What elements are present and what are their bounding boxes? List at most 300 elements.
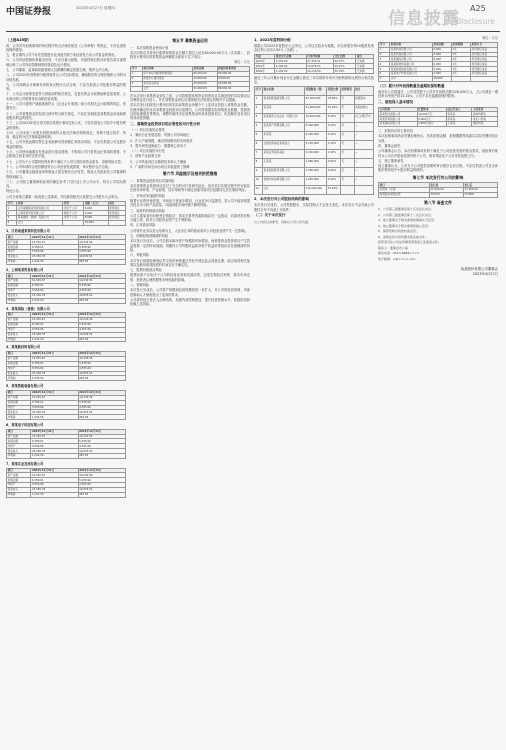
table-cell: 营业收入 bbox=[7, 410, 31, 415]
paragraph: 1、公司第三届董事会第十五次会议决议； bbox=[378, 207, 434, 212]
table-cell: 4,000 bbox=[432, 67, 451, 72]
table-cell: 营业收入 bbox=[7, 255, 31, 260]
table-cell: 资产总额 bbox=[7, 318, 31, 323]
table-header-cell: 注册资本 bbox=[417, 107, 446, 112]
masthead-rule bbox=[6, 31, 500, 32]
financial-table bbox=[6, 351, 126, 381]
section-heading: 第五节 募集资金运用 bbox=[172, 38, 208, 43]
table-cell: 控股股东 bbox=[354, 96, 373, 105]
table-cell: 12,345.67 bbox=[31, 356, 78, 361]
table-cell: 连带责任保证 bbox=[471, 57, 498, 62]
subsidiary-caption: 7、某某实业发展有限公司 bbox=[6, 462, 44, 467]
table-row bbox=[255, 177, 374, 186]
table-cell: 2,100,000 bbox=[305, 150, 327, 159]
table-cell: 全国社保基金某某组合 bbox=[263, 141, 305, 150]
paragraph: 1、顺应行业发展趋势，巩固公司市场地位 bbox=[130, 133, 190, 138]
table-row bbox=[131, 86, 250, 91]
table-cell: 1,234.56 bbox=[31, 337, 78, 342]
table-header-cell: 2022年12月31日 bbox=[31, 235, 78, 240]
table-cell: 负债总额 bbox=[7, 322, 31, 327]
paragraph: 公司主要原材料价格受宏观经济、供求关系等因素影响存在一定波动，若原材料价格大幅上涨，将对公司经营业绩产生不利影响。 bbox=[130, 213, 250, 223]
table-cell: 连带责任保证 bbox=[471, 62, 498, 67]
table-cell: 80,000.00 bbox=[217, 86, 250, 91]
paragraph: 十九、公司董事会换届选举的候选人提名程序合法有效，候选人具备担任公司董事的资格和能力。 bbox=[6, 170, 126, 179]
table-cell: 10.00% bbox=[327, 105, 341, 114]
table-cell: 5,000 bbox=[84, 206, 109, 211]
table-cell: 6 bbox=[255, 141, 263, 150]
column-3 bbox=[254, 36, 374, 744]
subsidiary-caption: 2、上海某某贸易有限公司 bbox=[6, 267, 44, 272]
table-cell: — bbox=[354, 123, 373, 132]
table-cell: 3 bbox=[7, 216, 17, 221]
table-cell: 8 bbox=[255, 159, 263, 168]
table-cell: 6,000 bbox=[432, 62, 451, 67]
section-subtitle: Disclosure bbox=[456, 17, 495, 26]
table-cell: 2020年 bbox=[255, 69, 275, 74]
table-row bbox=[7, 492, 126, 497]
table-cell: 香港中央结算有限公司 bbox=[263, 177, 305, 186]
table-cell: 全资子公司 bbox=[63, 216, 84, 221]
section-title: 信息披露 bbox=[388, 9, 460, 29]
paragraph: 八、管理风险 bbox=[130, 283, 150, 288]
table-cell: 12,345.67 bbox=[31, 395, 78, 400]
table-cell: 0.80% bbox=[327, 159, 341, 168]
table-header-cell: 备注 bbox=[354, 87, 373, 96]
subsidiary-caption: 4、某某新材料有限公司 bbox=[6, 345, 41, 350]
table-cell: 12,345.67 bbox=[31, 279, 78, 284]
table-cell: 30.78% bbox=[333, 69, 355, 74]
table-cell: 某某科技有限公司 bbox=[379, 112, 418, 117]
table-header-cell: 年度 bbox=[255, 54, 275, 59]
table-cell: 连带责任保证 bbox=[471, 72, 498, 77]
table-cell: 11 bbox=[255, 186, 263, 195]
table-cell: 某某资产管理有限公司 bbox=[263, 123, 305, 132]
paragraph: 四、汇率波动风险 bbox=[130, 223, 156, 228]
table-cell: 1.50% bbox=[327, 141, 341, 150]
paragraph: 最近三年公司累计现金分红金额占最近三年实现的年均可分配利润的比例符合相关规定。 bbox=[254, 76, 374, 85]
table-cell: 4 bbox=[379, 62, 390, 67]
table-cell: 李某某 bbox=[263, 132, 305, 141]
table-cell: 10,234.89 bbox=[306, 69, 333, 74]
table-cell: 资产总额 bbox=[7, 279, 31, 284]
table-cell: 已实施 bbox=[356, 59, 374, 64]
table-cell: 营业收入 bbox=[7, 332, 31, 337]
table-cell: 12,345.67 bbox=[31, 240, 78, 245]
table-cell: 2年 bbox=[451, 57, 470, 62]
table-cell: 5,000 bbox=[432, 47, 451, 52]
table-cell: 无 bbox=[340, 141, 354, 150]
table-cell: 2,000 bbox=[432, 72, 451, 77]
reference-list bbox=[378, 207, 498, 261]
table-cell: 1 bbox=[7, 206, 17, 211]
table-cell: 12,345.67 bbox=[31, 318, 78, 323]
table-cell: 5,678.90 bbox=[78, 439, 125, 444]
paragraph: 十五、公司开展远期结售汇业务能够有效规避汇率波动风险，不存在损害公司及股东利益的情形。 bbox=[6, 140, 126, 149]
paragraph: 四、董事会意见 bbox=[378, 143, 401, 148]
table-cell: 连带责任 bbox=[108, 216, 125, 221]
table-row bbox=[255, 114, 374, 123]
table-cell: 1,234.56 bbox=[31, 454, 78, 459]
table-header-cell: 公司名称 bbox=[379, 107, 418, 112]
table-cell: 5,678.90 bbox=[78, 245, 125, 250]
table-cell: 负债总额 bbox=[7, 245, 31, 250]
column-1 bbox=[6, 36, 126, 744]
sub-heading: （三）累计对外担保数量及逾期担保的数量 bbox=[378, 83, 445, 88]
table-cell: 员工持股平台 bbox=[354, 114, 373, 123]
subsidiary-caption: 1、江苏南通某某科技有限公司 bbox=[6, 228, 50, 233]
paragraph: 若本次发行扣除发行费用后的实际募集资金净额少于上述项目拟投入募集资金总额，在最终确定的本次募集资金投资项目范围内，公司将根据实际募集资金数额，按照项目的轻重缓急等情况，调整并最终决定募集资金的具体投资项目、优先顺序及各项目的具体投资额。 bbox=[130, 103, 250, 121]
table-cell: 6,789.01 bbox=[31, 478, 78, 483]
paragraph: 八、公司2022年度利润分配预案符合公司实际情况，兼顾股东的合理回报和公司的可持续发展。 bbox=[6, 73, 126, 82]
table-header-cell: 项目 bbox=[7, 351, 31, 356]
guarantee-table bbox=[6, 201, 126, 226]
paragraph: 5、保荐机构出具的核查意见； bbox=[378, 229, 419, 234]
table-cell: 4,200.00 bbox=[275, 64, 306, 69]
table-cell: 987.65 bbox=[78, 259, 125, 264]
table-cell: 已实施 bbox=[356, 69, 374, 74]
paragraph: 本次发行尚需经深圳证券交易所审核通过并经中国证监会同意注册，能否取得相关批准以及最终取得批准的时间存在不确定性。 bbox=[130, 258, 250, 267]
paragraph: 七、股票价格波动风险 bbox=[130, 268, 162, 273]
table-cell: 6,789.01 bbox=[31, 361, 78, 366]
table-row bbox=[255, 69, 374, 74]
table-cell: 6,789.01 bbox=[31, 322, 78, 327]
table-cell: 控股股东持股比例 bbox=[379, 193, 430, 198]
table-cell: 1 bbox=[379, 47, 390, 52]
signing-company: 某某股份有限公司董事会 bbox=[460, 266, 498, 271]
table-cell bbox=[451, 77, 470, 82]
table-row bbox=[255, 141, 374, 150]
table-cell: 23,456.78 bbox=[31, 371, 78, 376]
paragraph: 九、公司续聘会计师事务所的审议程序合法合规，不存在损害公司及股东利益的情形。 bbox=[6, 82, 126, 92]
paragraph: （二）项目实施的可行性 bbox=[130, 149, 166, 154]
table-cell: 国际贸易 bbox=[472, 122, 498, 127]
table-header-cell: 担保对象 bbox=[390, 42, 433, 47]
paragraph: 联系人：董事会办公室 bbox=[378, 245, 409, 250]
sub-heading: 2、本次发行对公司股权结构的影响 bbox=[254, 197, 309, 202]
section-heading: 第六节 风险提示及相关防范措施 bbox=[162, 171, 218, 177]
paragraph: 3、提升研发创新能力，增强核心竞争力 bbox=[130, 143, 187, 148]
table-header-cell: 序号 bbox=[7, 201, 17, 206]
table-cell: 王某某 bbox=[263, 159, 305, 168]
table-cell: 5,556.66 bbox=[31, 405, 78, 410]
table-cell: 连带责任 bbox=[108, 211, 125, 216]
paragraph: 六、审批风险 bbox=[130, 253, 150, 258]
table-header-cell: 序号 bbox=[379, 42, 390, 47]
table-cell: 3 bbox=[379, 57, 390, 62]
table-cell: 6,300,000 bbox=[305, 123, 327, 132]
table-cell: 净资产 bbox=[7, 288, 31, 293]
table-cell: 无 bbox=[340, 96, 354, 105]
table-header-cell: 2022年12月31日 bbox=[31, 274, 78, 279]
table-cell: 某某智能装备有限公司 bbox=[390, 67, 433, 72]
paragraph: 4、独立董事关于相关事项的独立意见； bbox=[378, 223, 431, 228]
table-cell: 营业收入 bbox=[7, 293, 31, 298]
table-cell: 1年 bbox=[451, 62, 470, 67]
table-cell: 连带责任保证 bbox=[471, 47, 498, 52]
table-header-cell: 2021年12月31日 bbox=[78, 274, 125, 279]
table-cell: 无 bbox=[340, 123, 354, 132]
table-cell: 10,500,000 bbox=[305, 114, 327, 123]
table-header-cell: 序号 bbox=[131, 67, 143, 72]
table-cell: 无 bbox=[340, 105, 354, 114]
table-cell: 12,345.67 bbox=[31, 473, 78, 478]
table-cell: 净资产 bbox=[7, 250, 31, 255]
table-cell: — bbox=[354, 177, 373, 186]
table-header-cell: 类型 bbox=[63, 201, 84, 206]
table-cell: 2.00% bbox=[327, 132, 341, 141]
table-header-cell: 主营业务 bbox=[472, 107, 498, 112]
table-cell: 1,680,000 bbox=[305, 159, 327, 168]
table-cell: — bbox=[354, 168, 373, 177]
table-row bbox=[255, 186, 374, 195]
financial-table bbox=[6, 234, 126, 264]
paragraph: 2、公司第三届监事会第十二次会议决议； bbox=[378, 212, 434, 217]
table-cell: 1,234.56 bbox=[31, 259, 78, 264]
table-cell: 江苏南通某某科技有限公司 bbox=[17, 206, 63, 211]
table-cell: 某某控股集团有限公司 bbox=[263, 96, 305, 105]
table-cell: 负债总额 bbox=[7, 400, 31, 405]
section-heading: 第七节 本次发行对公司的影响 bbox=[412, 174, 464, 180]
table-header-cell: 2022年12月31日 bbox=[31, 429, 78, 434]
table-cell: 负债总额 bbox=[7, 361, 31, 366]
table-cell: 2022年 bbox=[255, 59, 275, 64]
paragraph: 七、公司董事、监事和高级管理人员薪酬的确定依据合理，程序合法合规。 bbox=[6, 67, 112, 72]
financial-table bbox=[6, 273, 126, 303]
table-cell: 19,876.54 bbox=[78, 371, 125, 376]
paragraph: 截至本公告披露日，公司及控股子公司对外担保总额为28,000万元，占公司最近一期经审计净资产的15.32%，公司不存在逾期担保的情形。 bbox=[378, 89, 498, 99]
paragraph: 本次向特定对象发行股票募集资金总额不超过人民币80,000.00万元（含本数），扣除发行费用后的募集资金净额将全部用于以下项目： bbox=[130, 50, 250, 60]
table-header-cell: 发行后 bbox=[463, 183, 497, 188]
table-cell: 19,876.54 bbox=[78, 293, 125, 298]
guarantee-detail-table bbox=[378, 42, 498, 82]
paragraph: 联系电话：0513-8888×××× bbox=[378, 251, 420, 256]
unit-label: 单位：万元 bbox=[482, 36, 498, 40]
table-cell: 987.65 bbox=[78, 454, 125, 459]
table-cell: 10,234.56 bbox=[78, 395, 125, 400]
table-header-cell: 2021年12月31日 bbox=[78, 313, 125, 318]
table-cell: — bbox=[354, 159, 373, 168]
table-cell: 10,234.56 bbox=[78, 318, 125, 323]
table-cell: — bbox=[354, 150, 373, 159]
table-header-row bbox=[255, 87, 374, 96]
col1-paragraphs bbox=[6, 44, 126, 200]
table-cell: 114,240,000 bbox=[305, 186, 327, 195]
table-cell: 张某某 bbox=[446, 112, 472, 117]
table-cell: 营业收入 bbox=[7, 488, 31, 493]
subsidiary-list bbox=[6, 228, 126, 498]
paragraph: 十二、公司募集资金的存放与使用符合相关规定，不存在变相改变募集资金用途和损害股东利益的情况。 bbox=[6, 111, 126, 120]
page-number: A25 bbox=[470, 4, 486, 13]
table-cell: 7 bbox=[379, 77, 390, 82]
table-cell: 3,000 bbox=[432, 52, 451, 57]
table-cell: 6,789.01 bbox=[31, 284, 78, 289]
table-cell: 6 bbox=[379, 72, 390, 77]
table-cell: 1 bbox=[255, 96, 263, 105]
table-cell: 某某贸易有限公司 bbox=[390, 52, 433, 57]
table-cell: 净资产 bbox=[7, 405, 31, 410]
table-header-cell: 现金分红金额 bbox=[275, 54, 306, 59]
table-cell: 63,000,000 bbox=[305, 96, 327, 105]
table-cell: 某某电子科技有限公司 bbox=[390, 72, 433, 77]
table-cell: 8,000 bbox=[432, 57, 451, 62]
table-cell: 10,234.56 bbox=[78, 356, 125, 361]
table-header-cell: 投资总额 bbox=[192, 67, 217, 72]
table-cell: 5,250.00 bbox=[275, 59, 306, 64]
paragraph: 在本次发行募集资金到位之前，公司将根据募集资金投资项目实施进度的实际情况以自筹资金先行投入，并在募集资金到位后按照相关法规规定的程序予以置换。 bbox=[130, 93, 250, 102]
paragraph: 投资者可在公司证券事务部查阅上述备查文件。 bbox=[378, 240, 442, 245]
table-row bbox=[255, 96, 374, 105]
paragraph: （一）项目实施的必要性 bbox=[130, 127, 166, 132]
table-cell: 10,234.56 bbox=[78, 473, 125, 478]
table-cell: 1,234.56 bbox=[31, 492, 78, 497]
table-cell: 连带责任 bbox=[108, 206, 125, 211]
table-cell: 年产10万吨新型材料项目 bbox=[142, 72, 192, 77]
table-cell: 营业收入 bbox=[7, 449, 31, 454]
table-cell: 净利润 bbox=[7, 492, 31, 497]
sub-heading: （二）关于本次发行 bbox=[254, 213, 286, 218]
table-cell: 某某国际（香港）有限公司 bbox=[17, 216, 63, 221]
table-cell: 10 bbox=[255, 177, 263, 186]
table-cell: 1年 bbox=[451, 52, 470, 57]
table-cell: 无 bbox=[340, 132, 354, 141]
paragraph: 1、国家产业政策支持 bbox=[130, 154, 161, 159]
table-cell: 某某国际有限公司 bbox=[390, 57, 433, 62]
table-cell: 5,678.90 bbox=[78, 361, 125, 366]
paragraph: 六、公司内部控制体系健全有效，不存在重大缺陷，内部控制自我评价报告真实客观地反映了公司内部控制制度的建设及运行情况。 bbox=[6, 58, 126, 67]
table-cell: 987.65 bbox=[78, 415, 125, 420]
paragraph: 十三、公司2023年度日常关联交易预计事项定价公允，不存在损害公司及中小股东利益的情形。 bbox=[6, 121, 126, 130]
table-header-cell: 拟使用募集资金 bbox=[217, 67, 250, 72]
paragraph: 五、独立董事意见 bbox=[378, 158, 404, 163]
paragraph: 十、公司会计政策变更符合财政部的相关规定，变更后的会计政策能够更加客观、公允地反映公司的财务状况和经营成果。 bbox=[6, 92, 126, 101]
table-cell: 张某某 bbox=[263, 105, 305, 114]
table-cell: 4,555.66 bbox=[78, 327, 125, 332]
table-header-cell: 发行前 bbox=[429, 183, 463, 188]
paragraph: 本次发行完成后，公司资产规模和经营规模将进一步扩大，对公司的经营管理、内部控制和人才储备提出了更高的要求。 bbox=[130, 288, 250, 297]
table-cell: 净资产 bbox=[7, 483, 31, 488]
table-cell: 56,000.00 bbox=[217, 72, 250, 77]
table-cell: 10,000.00 bbox=[192, 76, 217, 81]
table-cell: 1年 bbox=[451, 72, 470, 77]
table-header-cell: 项目 bbox=[379, 183, 430, 188]
table-header-cell: 项目 bbox=[7, 429, 31, 434]
table-cell: 23,456.78 bbox=[31, 255, 78, 260]
table-row bbox=[7, 259, 126, 264]
table-cell: 10,234.56 bbox=[78, 279, 125, 284]
table-cell: 连带责任保证 bbox=[471, 52, 498, 57]
table-cell: 9 bbox=[255, 168, 263, 177]
table-cell: 李某某 bbox=[446, 117, 472, 122]
paragraph: 本次发行完成后，公司控股股东、实际控制人不会发生变化，本次发行不会导致公司股权分布不具备上市条件。 bbox=[254, 203, 374, 212]
paragraph: 本次发行完成后，公司总股本和净资产规模将有所增加，而募集资金投资项目产生效益需要一定的时间周期，短期内公司每股收益和净资产收益率等指标存在被摊薄的风险。 bbox=[130, 239, 250, 252]
table-header-cell: 2021年12月31日 bbox=[78, 235, 125, 240]
table-cell: 5,556.66 bbox=[31, 444, 78, 449]
sub-heading: 1、2022年度利润分配 bbox=[254, 37, 291, 42]
paragraph: 五、报告期内公司不存在控股股东及其他关联方非经营性占用公司资金的情况。 bbox=[6, 53, 118, 58]
table-cell: 1,234.56 bbox=[31, 376, 78, 381]
table-cell: 10,234.56 bbox=[78, 240, 125, 245]
table-cell: 1,234.56 bbox=[31, 415, 78, 420]
continuation-head: （上接A25版） bbox=[6, 37, 32, 42]
table-cell: 进出口贸易 bbox=[472, 117, 498, 122]
table-header-cell: 归母净利润 bbox=[306, 54, 333, 59]
table-cell: 合计 bbox=[17, 221, 63, 226]
table-cell: 3 bbox=[255, 114, 263, 123]
table-header-cell: 2022年12月31日 bbox=[31, 313, 78, 318]
table-cell: 某某保险股份有限公司 bbox=[263, 168, 305, 177]
table-cell: 54.40% bbox=[327, 186, 341, 195]
table-cell: 10,234.56 bbox=[78, 434, 125, 439]
table-cell: 23,456.78 bbox=[31, 488, 78, 493]
table-header-cell: 序号 bbox=[255, 87, 263, 96]
sub-heading: 二、被担保人基本情况 bbox=[378, 100, 413, 105]
table-row bbox=[255, 123, 374, 132]
table-cell: 987.65 bbox=[78, 337, 125, 342]
table-header-cell: 名称 bbox=[17, 201, 63, 206]
table-cell: 3.00% bbox=[327, 123, 341, 132]
table-cell: 4,555.66 bbox=[78, 405, 125, 410]
table-cell: 28,000 bbox=[432, 77, 451, 82]
table-row bbox=[379, 77, 498, 82]
table-cell: 1.00% bbox=[327, 150, 341, 159]
table-cell: 4,555.66 bbox=[78, 444, 125, 449]
table-cell: 2021年 bbox=[255, 64, 275, 69]
table-cell: 987.65 bbox=[78, 298, 125, 303]
table-row bbox=[7, 454, 126, 459]
table-cell: 净资产 bbox=[7, 444, 31, 449]
table-cell bbox=[108, 221, 125, 226]
table-row bbox=[255, 105, 374, 114]
paragraph: 3、广阔的市场空间为项目实施提供了保障 bbox=[130, 165, 190, 169]
table-header-cell: 2022年12月31日 bbox=[31, 390, 78, 395]
financial-table bbox=[6, 312, 126, 342]
shareholder-table bbox=[254, 86, 374, 195]
column-4 bbox=[378, 36, 498, 744]
table-header-cell: 股东名称 bbox=[263, 87, 305, 96]
table-cell: 3,150.00 bbox=[275, 69, 306, 74]
table-cell: 研发中心建设项目 bbox=[142, 76, 192, 81]
paragraph: 本次担保事项尚未签署担保协议，具体担保金额、担保期限等条款以实际签署的协议为准。 bbox=[378, 134, 498, 143]
signature-block bbox=[378, 267, 498, 277]
table-cell: 19,876.54 bbox=[78, 449, 125, 454]
paragraph: 二、市场竞争加剧的风险 bbox=[130, 193, 166, 198]
table-cell: 合计 bbox=[390, 77, 433, 82]
table-cell: 净利润 bbox=[7, 376, 31, 381]
financial-table bbox=[6, 390, 126, 420]
paragraph: 四、公司对外担保事项的审议程序符合法律法规及《公司章程》的规定，不存在违规担保的情形。 bbox=[6, 43, 126, 52]
table-row bbox=[7, 415, 126, 420]
table-cell: 无 bbox=[340, 177, 354, 186]
section-heading: 第八节 备查文件 bbox=[424, 199, 452, 205]
table-cell: 3,000 bbox=[84, 211, 109, 216]
table-header-cell: 2021年12月31日 bbox=[78, 429, 125, 434]
table-header-cell: 2021年12月31日 bbox=[78, 351, 125, 356]
sub-heading: 二、募集资金投资项目的必要性和可行性分析 bbox=[130, 121, 200, 126]
table-cell: 5 bbox=[255, 132, 263, 141]
subsidiary-caption: 3、某某国际（香港）有限公司 bbox=[6, 306, 50, 311]
table-cell: 91,000.00 bbox=[192, 86, 217, 91]
paragraph: 本次募集资金投资项目经过了充分的可行性研究论证，但在项目实施过程中仍可能存在因市场环境、产业政策、技术革新等不确定因素导致项目延期或无法实施的风险。 bbox=[130, 184, 250, 193]
table-cell: 6,789.01 bbox=[31, 400, 78, 405]
table-cell: 6,789.01 bbox=[31, 245, 78, 250]
table-cell: 净利润 bbox=[7, 337, 31, 342]
table-cell: 4,555.66 bbox=[78, 483, 125, 488]
table-header-cell: 项目名称 bbox=[142, 67, 192, 72]
table-header-cell: 担保金额 bbox=[432, 42, 451, 47]
table-cell: 5,678.90 bbox=[78, 400, 125, 405]
table-cell: 13,876.54 bbox=[306, 64, 333, 69]
table-row bbox=[7, 221, 126, 226]
